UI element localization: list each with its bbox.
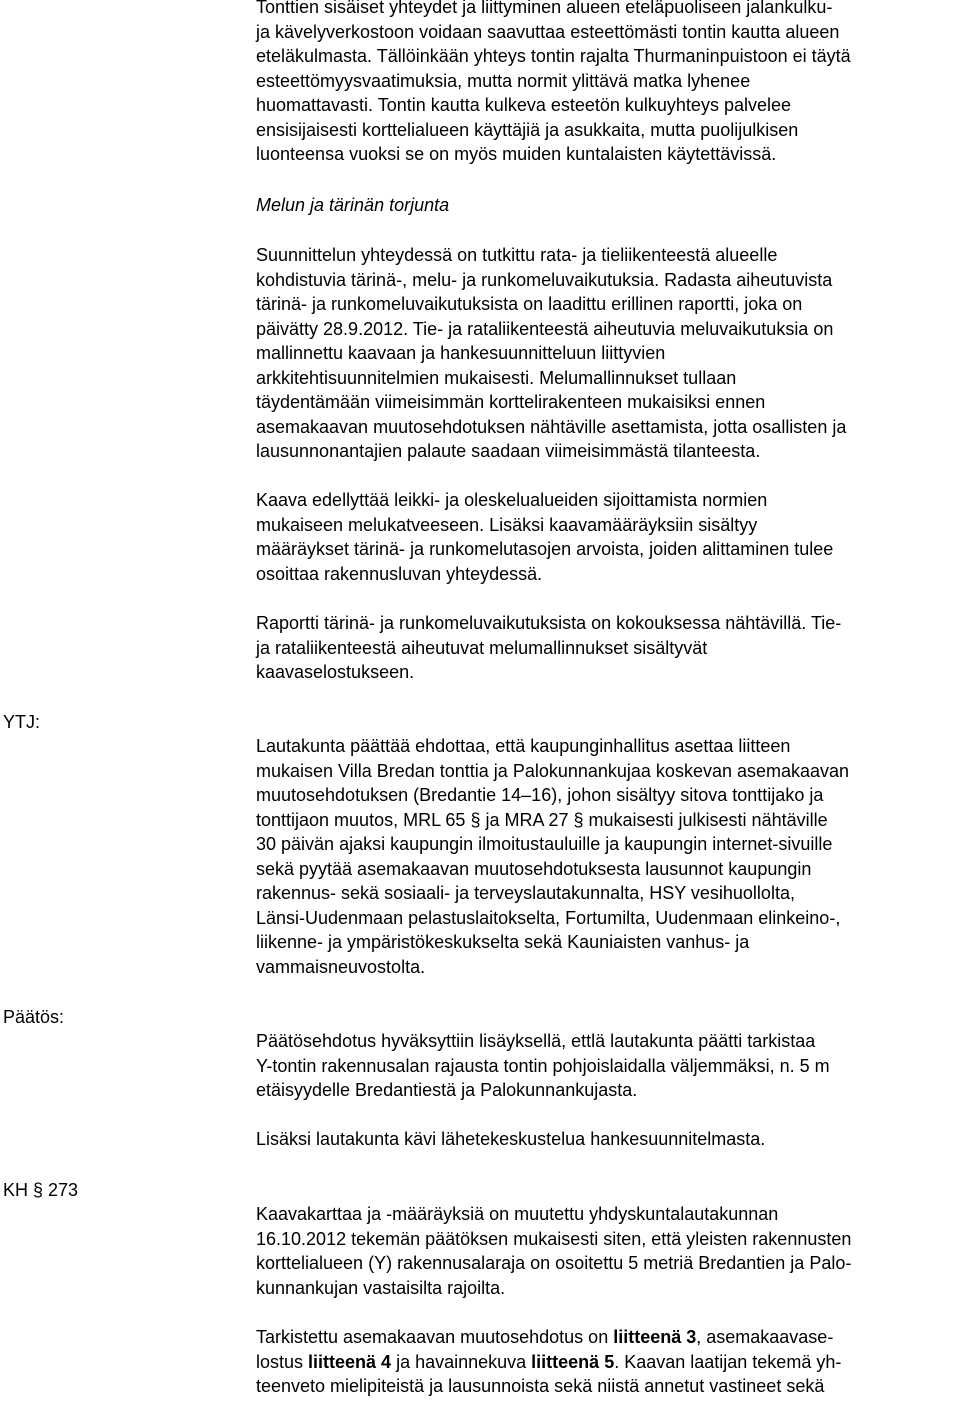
text-line: Kaava edellyttää leikki- ja oleskelualueiden sijoittamista normien <box>256 490 768 510</box>
ytj-label: YTJ: <box>3 712 41 732</box>
text-line: päivätty 28.9.2012. Tie- ja rataliikenteestä aiheutuvia meluvaikutuksia on <box>256 318 834 339</box>
text-run: ja havainnekuva <box>391 1351 532 1372</box>
text-line: ensisijaisesti korttelialueen käyttäjiä ja asukkaita, mutta puolijulkisen <box>256 119 799 140</box>
text-line: arkkitehtisuunnitelmien mukaisesti. Melumallinnukset tullaan <box>256 367 737 388</box>
text-line: kunnankujan vastaisilta rajoilta. <box>256 1277 506 1298</box>
text-line: 30 päivän ajaksi kaupungin ilmoitustauluille ja kaupungin internet-sivuille <box>256 834 833 854</box>
text-line: esteettömyysvaatimuksia, mutta normit ylittävä matka lyhenee <box>256 70 751 91</box>
text-line: 16.10.2012 tekemän päätöksen mukaisesti siten, että yleisten rakennusten <box>256 1228 852 1249</box>
text-line: muutosehdotuksen (Bredantie 14–16), johon sisältyy sitova tonttijako ja <box>256 785 824 805</box>
text-line: eteläkulmasta. Tällöinkään yhteys tontin rajalta Thurmaninpuistoon ei täytä <box>256 46 851 66</box>
text-line: tonttijaon muutos, MRL 65 § ja MRA 27 § mukaisesti julkisesti nähtäville <box>256 809 828 830</box>
text-line: Kaavakarttaa ja -määräyksiä on muutettu yhdyskuntalautakunnan <box>256 1204 779 1224</box>
text-line: Y-tontin rakennusalan rajausta tontin pohjoislaidalla väljemmäksi, n. 5 m <box>256 1055 830 1076</box>
text-line: teenveto mielipiteistä ja lausunnoista sekä niistä annetut vastineet sekä <box>256 1376 825 1396</box>
text-line: Länsi-Uudenmaan pelastuslaitokselta, Fortumilta, Uudenmaan elinkeino-, <box>256 907 841 928</box>
text-run: Tarkistettu asemakaavan muutosehdotus on <box>256 1327 614 1347</box>
text-line: mukaiseen melukatveeseen. Lisäksi kaavamääräyksiin sisältyy <box>256 514 758 535</box>
paatos-label: Päätös: <box>3 1007 65 1027</box>
text-line: Lisäksi lautakunta kävi lähetekeskustelua hankesuunnitelmasta. <box>256 1129 766 1149</box>
text-run: . Kaavan laatijan tekemä yh- <box>614 1351 842 1372</box>
intro-paragraph <box>256 0 960 167</box>
text-line: sekä pyytää asemakaavan muutosehdotuksesta lausunnot kaupungin <box>256 858 812 879</box>
attachment-reference: liitteenä 5 <box>531 1351 615 1372</box>
text-line: luonteensa vuoksi se on myös muiden kuntalaisten käytettävissä. <box>256 144 777 164</box>
text-run: , asemakaavase- <box>696 1327 834 1347</box>
text-line: tärinä- ja runkomeluvaikutuksista on laadittu erillinen raportti, joka on <box>256 294 803 314</box>
paatos-paragraph-2 <box>256 1127 960 1152</box>
text-line: vammaisneuvostolta. <box>256 956 426 977</box>
text-line: Raportti tärinä- ja runkomeluvaikutuksista on kokouksessa nähtävillä. Tie- <box>256 613 842 633</box>
kh-paragraph-1 <box>256 1202 960 1300</box>
noise-section-heading: Melun ja tärinän torjunta <box>256 195 450 215</box>
paatos-paragraph-1 <box>256 1029 960 1103</box>
text-line: korttelialueen (Y) rakennusalaraja on osoitettu 5 metriä Bredantien ja Palo- <box>256 1253 852 1273</box>
text-line: rakennus- sekä sosiaali- ja terveyslautakunnalta, HSY vesihuollolta, <box>256 883 795 903</box>
text-line: Tonttien sisäiset yhteydet ja liittyminen alueen eteläpuoliseen jalankulku- <box>256 0 833 17</box>
noise-paragraph-1 <box>256 243 960 464</box>
text-line: mallinnettu kaavaan ja hankesuunnitteluun liittyvien <box>256 343 666 363</box>
text-line: osoittaa rakennusluvan yhteydessä. <box>256 563 543 584</box>
text-line: määräykset tärinä- ja runkomelutasojen arvoista, joiden alittaminen tulee <box>256 539 834 559</box>
text-line: Lautakunta päättää ehdottaa, että kaupunginhallitus asettaa liitteen <box>256 736 791 756</box>
text-line: Suunnittelun yhteydessä on tutkittu rata- ja tieliikenteestä alueelle <box>256 245 778 265</box>
text-run: lostus <box>256 1351 309 1372</box>
text-line: ja rataliikenteestä aiheutuvat melumallinnukset sisältyvät <box>256 637 708 658</box>
text-line: ja kävelyverkostoon voidaan saavuttaa esteettömästi tontin kautta alueen <box>256 21 840 42</box>
text-line: Päätösehdotus hyväksyttiin lisäyksellä, ettlä lautakunta päätti tarkistaa <box>256 1031 816 1051</box>
text-line: täydentämään viimeisimmän korttelirakenteen mukaisiksi ennen <box>256 392 766 412</box>
text-line: mukaisen Villa Bredan tonttia ja Palokunnankujaa koskevan asemakaavan <box>256 760 850 781</box>
kh-section-label: KH § 273 <box>3 1180 79 1200</box>
text-line: etäisyydelle Bredantiestä ja Palokunnankujasta. <box>256 1080 638 1100</box>
attachment-reference: liitteenä 4 <box>308 1351 392 1372</box>
text-line: lausunnonantajien palaute saadaan viimeisimmästä tilanteesta. <box>256 441 761 461</box>
text-line: kohdistuvia tärinä-, melu- ja runkomeluvaikutuksia. Radasta aiheutuvista <box>256 269 833 290</box>
text-line: asemakaavan muutosehdotuksen nähtäville asettamista, jotta osallisten ja <box>256 416 847 437</box>
text-line <box>256 1325 960 1350</box>
attachment-reference: liitteenä 3 <box>613 1327 697 1347</box>
text-line: liikenne- ja ympäristökeskukselta sekä Kauniaisten vanhus- ja <box>256 932 750 952</box>
text-line <box>256 1350 960 1375</box>
kh-paragraph-2 <box>256 1325 960 1399</box>
noise-paragraph-3 <box>256 611 960 685</box>
noise-paragraph-2 <box>256 488 960 586</box>
text-line: huomattavasti. Tontin kautta kulkeva esteetön kulkuyhteys palvelee <box>256 95 791 115</box>
text-line: kaavaselostukseen. <box>256 662 415 682</box>
ytj-paragraph <box>256 734 960 979</box>
